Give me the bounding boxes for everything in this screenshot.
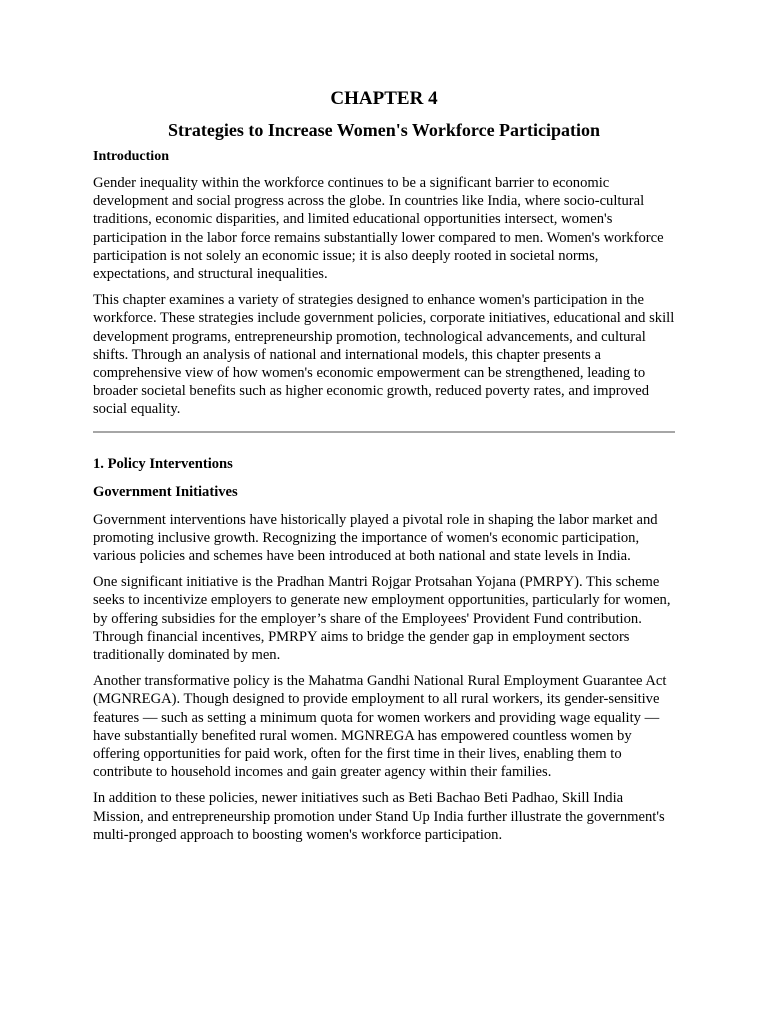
intro-paragraph-1: Gender inequality within the workforce continues to be a significant barrier to economic development and social progress across the globe. In countries like India, where socio-cultural traditions, economic disparities, and limited educational opportunities intersect, women's participation in the labor force remains substantially lower compared to men. Women's workforce participation is not solely an economic issue; it is also deeply rooted in societal norms, expectations, and structural inequalities. — [93, 175, 664, 283]
intro-paragraph-2: This chapter examines a variety of strategies designed to enhance women's participation in the workforce. These strategies include government policies, corporate initiatives, educational and skill development programs, entrepreneurship promotion, technological advancements, and cultural shifts. Through an analysis of national and international models, this chapter presents a comprehensive view of how women's economic empowerment can be strengthened, leading to broader societal benefits such as higher economic growth, reduced poverty rates, and improved social equality. — [93, 292, 675, 418]
document-page — [93, 86, 675, 852]
section-heading: 1. Policy Interventions — [93, 455, 233, 472]
section-paragraph-3: Another transformative policy is the Mahatma Gandhi National Rural Employment Guarantee Act (MGNREGA). Though designed to provide employment to all rural workers, its gender-sensitive features — such as setting a minimum quota for women workers and providing wage equality — have substantially benefited rural women. MGNREGA has empowered countless women by offering opportunities for paid work, often for the first time in their lives, enabling them to contribute to household incomes and gain greater agency within their families. — [93, 673, 667, 781]
section-paragraph-1: Government interventions have historically played a pivotal role in shaping the labor market and promoting inclusive growth. Recognizing the importance of women's economic participation, various policies and schemes have been introduced at both national and state levels in India. — [93, 511, 658, 565]
section-paragraph-2: One significant initiative is the Pradhan Mantri Rojgar Protsahan Yojana (PMRPY). This scheme seeks to incentivize employers to generate new employment opportunities, particularly for women, by offering subsidies for the employer’s share of the Employees' Provident Fund contribution. Through financial incentives, PMRPY aims to bridge the gender gap in employment sectors traditionally dominated by men. — [93, 574, 671, 664]
intro-heading: Introduction — [93, 149, 169, 164]
section-paragraph-4: In addition to these policies, newer initiatives such as Beti Bachao Beti Padhao, Skill India Mission, and entrepreneurship promotion under Stand Up India further illustrate the government's multi-pronged approach to boosting women's workforce participation. — [93, 790, 665, 843]
chapter-heading: CHAPTER 4 — [330, 88, 438, 109]
subsection-heading: Government Initiatives — [93, 483, 238, 500]
chapter-title: Strategies to Increase Women's Workforce Participation — [167, 120, 601, 140]
section-divider — [93, 431, 675, 433]
